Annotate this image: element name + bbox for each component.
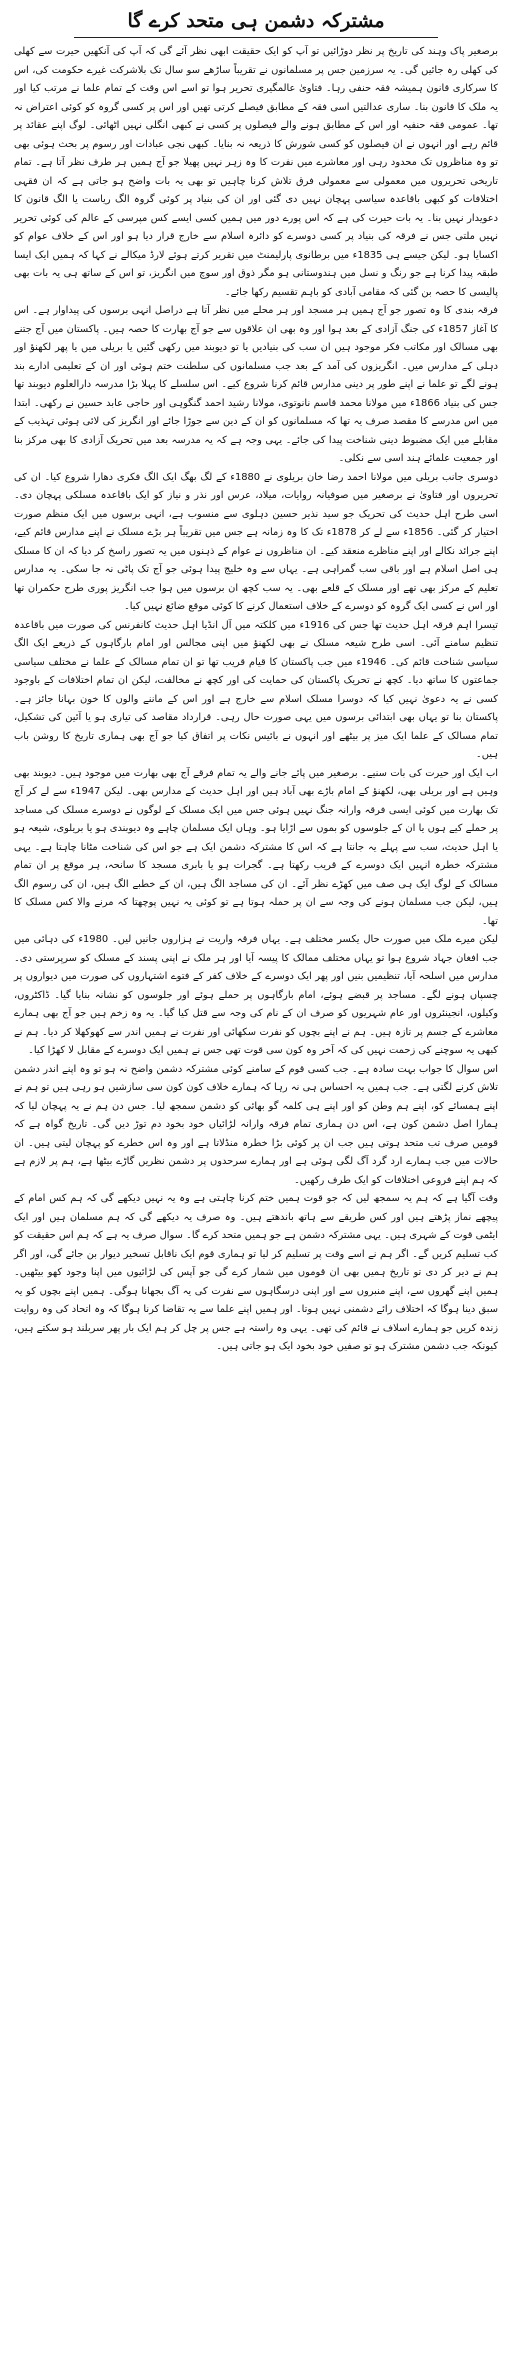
article-paragraph: وقت آگیا ہے کہ ہم یہ سمجھ لیں کہ جو قوت ہمیں ختم کرنا چاہتی ہے وہ یہ نہیں دیکھے گی کہ ہم کس امام کے پیچھے نماز پڑھتے ہیں اور کس طریقے سے ہاتھ باندھتے ہیں۔ وہ صرف یہ دیکھے گی کہ ہم مسلمان ہیں اور ایک ایٹمی قوت کے شہری ہیں۔ یہی مشترکہ دشمن ہے جو ہمیں متحد کرے گا۔ سوال صرف یہ ہے کہ ہم اس حقیقت کو کب تسلیم کریں گے۔ اگر ہم نے اسے وقت پر تسلیم کر لیا تو ہماری قوم ایک ناقابل تسخیر دیوار بن جائے گی، اور اگر ہم نے دیر کر دی تو تاریخ ہمیں بھی ان قوموں میں شمار کرے گی جو آپس کی لڑائیوں میں اپنا وجود کھو بیٹھیں۔ ہمیں اپنے گھروں سے، اپنے منبروں سے اور اپنی درسگاہوں سے نفرت کی یہ آگ بجھانا ہوگی۔ ہمیں اپنے بچوں کو یہ سبق دینا ہوگا کہ اختلاف رائے دشمنی نہیں ہوتا۔ اور ہمیں اپنے علما سے یہ تقاضا کرنا ہوگا کہ وہ اتحاد کی وہ روایت زندہ کریں جو ہمارے اسلاف نے قائم کی تھی۔ یہی وہ راستہ ہے جس پر چل کر ہم ایک بار پھر سربلند ہو سکتے ہیں، کیونکہ جب دشمن مشترک ہو تو صفیں خود بخود ایک ہو جاتی ہیں۔: [14, 1193, 498, 1352]
article-paragraph: برصغیر پاک وہند کی تاریخ پر نظر دوڑائیں تو آپ کو ایک حقیقت ابھی نظر آئے گی کہ آپ کی آنکھیں حیرت سے کھلی کی کھلی رہ جائیں گی۔ یہ سرزمین جس پر مسلمانوں نے تقریباً ساڑھے سو سال تک بلاشرکت غیرے حکومت کی، اس کا سرکاری قانون ہمیشہ فقہ حنفی رہا۔ فتاویٰ عالمگیری تحریر ہوا تو اسے اس وقت کے تمام علما نے مرتب کیا اور یہ ملک کا قانون بنا۔ ساری عدالتیں اسی فقہ کے مطابق فیصلے کرتی تھیں اور اس پر کسی گروہ کو کوئی اعتراض نہ تھا۔ عمومی فقہ حنفیہ اور اس کے مطابق ہونے والے فیصلوں پر کسی نے کبھی انگلی نہیں اٹھائی۔ لوگ اپنے عقائد پر قائم رہے اور انہوں نے ان فیصلوں کو کسی شورش کا ذریعہ نہ بنایا۔ کبھی نجی عبادات اور رسوم پر بحث ہوئی بھی تو وہ مناظروں تک محدود رہی اور معاشرے میں نفرت کا وہ زہر نہیں پھیلا جو آج ہمیں ہر طرف نظر آتا ہے۔ تمام تاریخی تحریروں میں معمولی سے معمولی فرق تلاش کرنا چاہیں تو بھی یہ بات واضح ہو جاتی ہے کہ ان فقہی اختلافات کو کبھی باقاعدہ سیاسی پہچان نہیں دی گئی اور ان کی بنیاد پر کوئی گروہ الگ ریاست یا الگ قانون کا دعویدار نہیں بنا۔ یہ بات حیرت کی ہے کہ اس پورے دور میں ہمیں کسی ایسے کس مپرسی کے عالم کی کوئی تحریر نہیں ملتی جس نے فرقہ کی بنیاد پر کسی دوسرے کو دائرہ اسلام سے خارج قرار دیا ہو اور اس کے خلاف عوام کو اکسایا ہو۔ لیکن جیسے ہی 1835ء میں برطانوی پارلیمنٹ میں تقریر کرتے ہوئے لارڈ میکالے نے کہا کہ ہمیں ایک ایسا طبقہ پیدا کرنا ہے جو رنگ و نسل میں ہندوستانی ہو مگر ذوق اور سوچ میں انگریز، تو اس کے ساتھ ہی یہ بات بھی پالیسی کا حصہ بن گئی کہ مقامی آبادی کو باہم تقسیم رکھا جائے۔: [14, 46, 498, 298]
article-paragraph: دوسری جانب بریلی میں مولانا احمد رضا خان بریلوی نے 1880ء کے لگ بھگ ایک الگ فکری دھارا شروع کیا۔ ان کی تحریروں اور فتاویٰ نے برصغیر میں صوفیانہ روایات، میلاد، عرس اور نذر و نیاز کو ایک باقاعدہ مسلکی پہچان دی۔ اسی طرح اہل حدیث کی تحریک جو سید نذیر حسین دہلوی سے منسوب ہے، انہی برسوں میں ایک منظم صورت اختیار کر گئی۔ 1856ء سے لے کر 1878ء تک کا وہ زمانہ ہے جس میں تقریباً ہر بڑے مسلک نے اپنے مدارس قائم کیے، اپنے جرائد نکالے اور اپنے مناظرے منعقد کیے۔ ان مناظروں نے عوام کے ذہنوں میں یہ تصور راسخ کر دیا کہ ان کا مسلک ہی اصل اسلام ہے اور باقی سب گمراہی ہے۔ یہاں سے وہ خلیج پیدا ہوئی جو آج تک پاٹی نہ جا سکی۔ یہ مدارس تعلیم کے مرکز بھی تھے اور مسلک کے قلعے بھی۔ یہ سب کچھ ان برسوں میں ہوا جب انگریز پوری طرح حکمران تھا اور اس نے کسی ایک گروہ کو دوسرے کے خلاف استعمال کرنے کا کوئی موقع ضائع نہیں کیا۔: [14, 471, 498, 612]
article-paragraph: اس سوال کا جواب بہت سادہ ہے۔ جب کسی قوم کے سامنے کوئی مشترکہ دشمن واضح نہ ہو تو وہ اپنے اندر دشمن تلاش کرنے لگتی ہے۔ جب ہمیں یہ احساس ہی نہ رہا کہ ہمارے خلاف کون کون سی سازشیں ہو رہی ہیں تو ہم نے اپنے ہمسائے کو، اپنے ہم وطن کو اور اپنے ہی کلمہ گو بھائی کو دشمن سمجھ لیا۔ جس دن ہم نے یہ پہچان لیا کہ ہمارا اصل دشمن کون ہے، اس دن ہماری تمام فرقہ وارانہ لڑائیاں خود بخود دم توڑ دیں گی۔ تاریخ گواہ ہے کہ قومیں صرف تب متحد ہوتی ہیں جب ان پر کوئی بڑا خطرہ منڈلاتا ہے اور وہ اس خطرے کو پہچان لیتی ہیں۔ ان حالات میں جب ہمارے ارد گرد آگ لگی ہوئی ہے اور ہمارے سرحدوں پر دشمن نظریں گاڑے بیٹھا ہے، ہم پر لازم ہے کہ ہم اپنے فروعی اختلافات کو ایک طرف رکھیں۔: [14, 1063, 498, 1186]
article-paragraph: اب ایک اور حیرت کی بات سنیے۔ برصغیر میں پائے جانے والے یہ تمام فرقے آج بھی بھارت میں موجود ہیں۔ دیوبند بھی وہیں ہے اور بریلی بھی، لکھنؤ کے امام باڑے بھی آباد ہیں اور اہل حدیث کے مدارس بھی۔ لیکن 1947ء سے لے کر آج تک بھارت میں کوئی ایسی فرقہ وارانہ جنگ نہیں ہوئی جس میں ایک مسلک کے لوگوں نے دوسرے مسلک کی مساجد پر حملے کیے ہوں یا ان کے جلوسوں کو بموں سے اڑایا ہو۔ وہاں ایک مسلمان چاہے وہ دیوبندی ہو یا بریلوی، شیعہ ہو یا اہل حدیث، سب سے پہلے یہ جانتا ہے کہ اس کا مشترکہ دشمن ایک ہے جو اس کی شناخت مٹانا چاہتا ہے۔ یہی مشترکہ خطرہ انہیں ایک دوسرے کے قریب رکھتا ہے۔ گجرات ہو یا بابری مسجد کا سانحہ، ہر موقع پر ان تمام مسالک کے لوگ ایک ہی صف میں کھڑے نظر آئے۔ ان کی مساجد الگ ہیں، ان کے خطبے الگ ہیں، ان کی رسوم الگ ہیں، لیکن جب مسلمان ہونے کی وجہ سے ان پر حملہ ہوتا ہے تو کوئی یہ نہیں پوچھتا کہ مرنے والا کس مسلک کا تھا۔: [14, 767, 498, 927]
article-body: [14, 43, 498, 1357]
article-headline: مشترکہ دشمن ہی متحد کرے گا: [127, 10, 385, 32]
article-paragraph: فرقہ بندی کا وہ تصور جو آج ہمیں ہر مسجد اور ہر محلے میں نظر آتا ہے دراصل انہی برسوں کی پیداوار ہے۔ اس کا آغاز 1857ء کی جنگ آزادی کے بعد ہوا اور وہ بھی ان علاقوں سے جو آج بھارت کا حصہ ہیں۔ پاکستان میں آج جتنے بھی مسالک اور مکاتب فکر موجود ہیں ان سب کی بنیادیں یا تو دیوبند میں رکھی گئیں یا بریلی میں یا پھر لکھنؤ اور دہلی کے مدارس میں۔ انگریزوں کی آمد کے بعد جب مسلمانوں کی سلطنت ختم ہوئی اور ان کے تعلیمی ادارے بند ہونے لگے تو علما نے اپنے طور پر دینی مدارس قائم کرنا شروع کیے۔ اس سلسلے کا پہلا بڑا مدرسہ دارالعلوم دیوبند تھا جس کی بنیاد 1866ء میں مولانا محمد قاسم نانوتوی، مولانا رشید احمد گنگوہی اور حاجی عابد حسین نے رکھی۔ ابتدا میں اس مدرسے کا مقصد صرف یہ تھا کہ مسلمانوں کو ان کے دین سے جوڑا جائے اور انگریز کی لائی ہوئی تہذیب کے مقابلے میں ایک مضبوط دینی شناخت پیدا کی جائے۔ یہی وجہ ہے کہ یہ مدرسہ بعد میں تحریک آزادی کا بھی مرکز بنا اور جمعیت علمائے ہند اسی سے نکلی۔: [14, 305, 498, 464]
article-paragraph: لیکن میرے ملک میں صورت حال یکسر مختلف ہے۔ یہاں فرقہ واریت نے ہزاروں جانیں لیں۔ 1980ء کی دہائی میں جب افغان جہاد شروع ہوا تو یہاں مختلف ممالک کا پیسہ آیا اور ہر ملک نے اپنی پسند کے مسلک کو سرپرستی دی۔ مدارس میں اسلحہ آیا، تنظیمیں بنیں اور پھر ایک دوسرے کے خلاف کفر کے فتوے اشتہاروں کی صورت میں دیواروں پر چسپاں ہونے لگے۔ مساجد پر قبضے ہوئے، امام بارگاہوں پر حملے ہوئے اور جلوسوں کو نشانہ بنایا گیا۔ ڈاکٹروں، وکیلوں، انجینئروں اور عام شہریوں کو صرف ان کے نام کی وجہ سے قتل کیا گیا۔ یہ وہ زخم ہیں جو آج بھی ہمارے معاشرے کے جسم پر تازہ ہیں۔ ہم نے اپنے بچوں کو نفرت سکھائی اور نفرت نے ہمیں اندر سے کھوکھلا کر دیا۔ ہم نے کبھی یہ سوچنے کی زحمت نہیں کی کہ آخر وہ کون سی قوت تھی جس نے ہمیں ایک دوسرے کے مقابل لا کھڑا کیا۔: [14, 934, 498, 1056]
article-paragraph: تیسرا اہم فرقہ اہل حدیث تھا جس کی 1916ء میں کلکتہ میں آل انڈیا اہل حدیث کانفرنس کی صورت میں باقاعدہ تنظیم سامنے آئی۔ اسی طرح شیعہ مسلک نے بھی لکھنؤ میں اپنی مجالس اور امام بارگاہوں کے ذریعے ایک الگ سیاسی شناخت قائم کی۔ 1946ء میں جب پاکستان کا قیام قریب تھا تو ان تمام مسالک کے علما نے مختلف سیاسی جماعتوں کا ساتھ دیا۔ کچھ نے تحریک پاکستان کی حمایت کی اور کچھ نے مخالفت، لیکن ان تمام اختلافات کے باوجود کسی نے یہ دعویٰ نہیں کیا کہ دوسرا مسلک اسلام سے خارج ہے اور اس کے ماننے والوں کا خون بہانا جائز ہے۔ پاکستان بنا تو یہاں بھی ابتدائی برسوں میں یہی صورت حال رہی۔ قرارداد مقاصد کی تیاری ہو یا آئین کی تشکیل، تمام مسالک کے علما ایک میز پر بیٹھے اور انہوں نے بائیس نکات پر اتفاق کیا جو آج بھی ہماری تاریخ کا روشن باب ہیں۔: [14, 619, 499, 760]
headline-underline: [74, 37, 438, 38]
